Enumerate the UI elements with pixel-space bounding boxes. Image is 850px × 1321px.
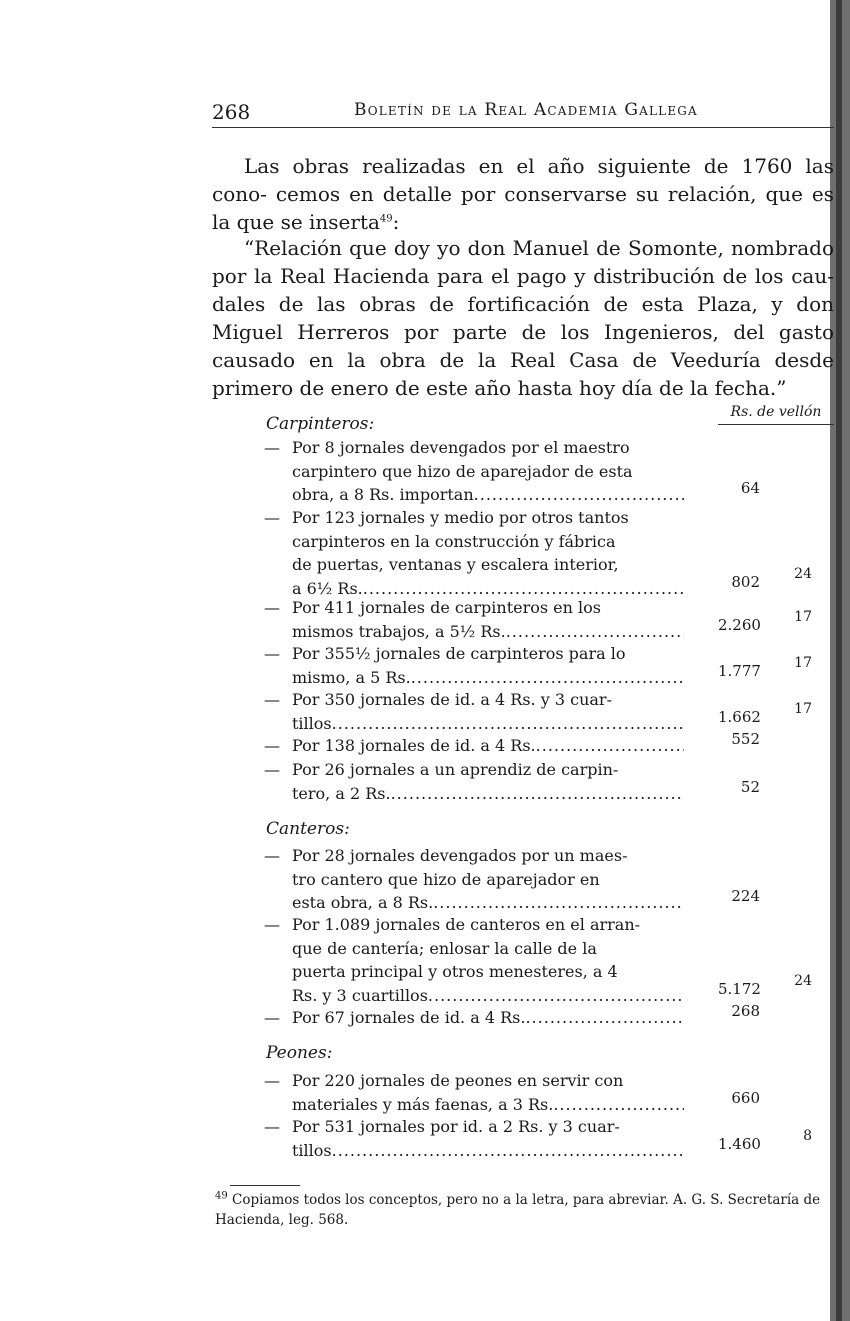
- page-edge-dark: [836, 0, 842, 1321]
- section-title: Canteros:: [266, 819, 350, 839]
- entry-line: [292, 553, 684, 577]
- entry-line: [292, 984, 684, 1008]
- page-number: 268: [212, 100, 251, 124]
- entry-line-text: materiales y más faenas, a 3 Rs.: [292, 1094, 554, 1114]
- entry-line-text: puerta principal y otros menesteres, a 4: [292, 962, 618, 981]
- entry-line: [292, 483, 684, 507]
- section-title: Carpinteros:: [266, 414, 375, 434]
- entry-dash: —: [264, 644, 280, 663]
- entry-line-text: tero, a 2 Rs.: [292, 783, 391, 803]
- amount-cuartillos: 17: [794, 654, 812, 671]
- footnote-reference[interactable]: 49: [379, 213, 393, 225]
- entry-dash: —: [264, 438, 280, 457]
- entry-line: [292, 642, 684, 666]
- entry-line-text: esta obra, a 8 Rs.: [292, 893, 434, 912]
- amount-reales: 268: [731, 1002, 760, 1020]
- entry-line: [292, 620, 684, 644]
- dot-leader: [391, 782, 684, 806]
- intro-line: Las obras realizadas en el año siguiente de 1760 las cono-: [212, 154, 834, 206]
- entry-line-text: Por 1.089 jornales de canteros en el arran-: [292, 915, 641, 934]
- amount-reales: 660: [731, 1088, 760, 1107]
- footnote: [215, 1190, 825, 1230]
- entry-line: [292, 596, 684, 620]
- dot-leader: [525, 1006, 684, 1030]
- footnote-text: Copiamos todos los conceptos, pero no a la letra, para abreviar. A. G. S. Secretaría de Hacienda, leg. 568.: [215, 1192, 821, 1228]
- entry-line: [292, 758, 684, 782]
- entry-line: [292, 436, 684, 460]
- entry-line-text: Rs. y 3 cuartillos: [292, 985, 428, 1005]
- entry-text: [292, 758, 684, 805]
- entry-text: [292, 844, 684, 915]
- entry-line-text: mismo, a 5 Rs.: [292, 667, 411, 687]
- entry-text: [292, 436, 684, 507]
- entry-text: [292, 1069, 684, 1116]
- amount-cuartillos: 24: [794, 972, 812, 989]
- entry-dash: —: [264, 1071, 280, 1090]
- amount-cuartillos: 24: [794, 565, 812, 582]
- amount-reales: 1.460: [718, 1134, 761, 1153]
- amount-reales: 224: [731, 887, 760, 905]
- entry-line-text: de puertas, ventanas y escalera interior,: [292, 555, 619, 574]
- entry-line: [292, 844, 684, 868]
- entry-line-text: Por 123 jornales y medio por otros tantos: [292, 508, 629, 527]
- entry-text: [292, 596, 684, 643]
- entry-line-text: tro cantero que hizo de aparejador en: [292, 869, 600, 889]
- entry-dash: —: [264, 760, 280, 779]
- entry-line-text: Por 26 jornales a un aprendiz de carpin-: [292, 760, 619, 779]
- entry-dash: —: [264, 1008, 280, 1027]
- entry-line-text: Por 355½ jornales de carpinteros para lo: [292, 644, 626, 663]
- entry-line-text: carpintero que hizo de aparejador de esta: [292, 461, 633, 481]
- amount-reales: 5.172: [718, 979, 761, 998]
- intro-paragraph: [212, 152, 834, 236]
- entry-line: [292, 782, 684, 806]
- intro-line: se inserta: [280, 210, 380, 234]
- entry-dash: —: [264, 846, 280, 865]
- entry-text: [292, 734, 684, 758]
- entry-text: [292, 1006, 684, 1030]
- entry-line: [292, 1093, 684, 1117]
- entry-line: [292, 712, 684, 736]
- amount-reales: 2.260: [718, 615, 761, 634]
- entry-line-text: que de cantería; enlosar la calle de la: [292, 938, 597, 958]
- entry-line: [292, 868, 684, 892]
- entry-dash: —: [264, 690, 280, 709]
- entry-line-text: tillos: [292, 1140, 332, 1160]
- dot-leader: [474, 483, 684, 507]
- entry-line: [292, 666, 684, 690]
- entry-line: [292, 1115, 684, 1139]
- money-column-header: Rs. de vellón: [718, 404, 834, 425]
- entry-line-text: carpinteros en la construcción y fábrica: [292, 531, 616, 551]
- amount-cuartillos: 17: [794, 700, 812, 717]
- entry-line: [292, 1006, 684, 1030]
- entry-dash: —: [264, 736, 280, 755]
- entry-dash: —: [264, 1117, 280, 1136]
- dot-leader: [553, 1093, 684, 1117]
- footnote-marker: 49: [215, 1190, 228, 1202]
- journal-title: Boletín de la Real Academia Gallega: [354, 100, 698, 120]
- entry-line: [292, 688, 684, 712]
- running-head: [212, 97, 834, 128]
- dot-leader: [332, 712, 684, 736]
- entry-line: [292, 506, 684, 530]
- dot-leader: [332, 1139, 684, 1163]
- dot-leader: [506, 620, 684, 644]
- entry-line-text: obra, a 8 Rs. importan: [292, 485, 474, 504]
- entry-line: [292, 1139, 684, 1163]
- quote-line: obra de la Real Casa de Veeduría desde primero de enero de: [212, 348, 834, 400]
- entry-line: [292, 937, 684, 961]
- quote-paragraph: [212, 234, 834, 402]
- entry-dash: —: [264, 508, 280, 527]
- amount-cuartillos: 8: [803, 1127, 812, 1144]
- amount-reales: 1.662: [718, 707, 761, 726]
- entry-line: [292, 891, 684, 915]
- footnote-rule: [230, 1185, 300, 1186]
- entry-line-text: Por 220 jornales de peones en servir con: [292, 1071, 624, 1090]
- intro-line: cemos en detalle por conservarse su relación, que es la que: [212, 182, 834, 234]
- entry-line-text: Por 28 jornales devengados por un maes-: [292, 846, 628, 865]
- entry-line: [292, 913, 684, 937]
- entry-line-text: tillos: [292, 713, 332, 733]
- entry-line-text: Por 67 jornales de id. a 4 Rs.: [292, 1008, 526, 1027]
- amount-reales: 1.777: [718, 661, 761, 680]
- entry-line-text: Por 411 jornales de carpinteros en los: [292, 598, 601, 617]
- quote-line: “Relación que doy yo don Manuel de Somonte, nombrado: [244, 236, 834, 260]
- quote-line: Herreros por parte de los Ingenieros, del gasto causado en la: [212, 320, 834, 372]
- entry-line-text: Por 8 jornales devengados por el maestro: [292, 438, 630, 457]
- amount-reales: 52: [740, 777, 760, 796]
- entry-line-text: Por 138 jornales de id. a 4 Rs.: [292, 736, 536, 755]
- entry-line-text: Por 350 jornales de id. a 4 Rs. y 3 cuar-: [292, 690, 612, 709]
- amount-cuartillos: 17: [794, 608, 812, 625]
- dot-leader: [428, 984, 684, 1008]
- intro-colon: :: [392, 210, 400, 234]
- entry-dash: —: [264, 915, 280, 934]
- entry-line-text: Por 531 jornales por id. a 2 Rs. y 3 cuar-: [292, 1117, 620, 1136]
- entry-line: [292, 960, 684, 984]
- quote-line: dales de las obras de fortificación de esta Plaza, y don Miguel: [212, 292, 834, 344]
- entry-line: [292, 1069, 684, 1093]
- section-title: Peones:: [266, 1043, 333, 1063]
- dot-leader: [433, 891, 684, 915]
- entry-line: [292, 530, 684, 554]
- entry-line-text: a 6½ Rs.: [292, 578, 363, 598]
- entry-text: [292, 1115, 684, 1162]
- entry-text: [292, 688, 684, 735]
- entry-text: [292, 506, 684, 600]
- dot-leader: [536, 734, 684, 758]
- quote-line: este año hasta hoy día de la fecha.”: [426, 376, 787, 400]
- entry-text: [292, 913, 684, 1007]
- dot-leader: [411, 666, 684, 690]
- amount-reales: 802: [731, 572, 760, 591]
- amount-reales: 64: [740, 479, 760, 497]
- entry-line-text: mismos trabajos, a 5½ Rs.: [292, 621, 506, 641]
- amount-reales: 552: [731, 730, 760, 748]
- entry-line: [292, 734, 684, 758]
- entry-text: [292, 642, 684, 689]
- entry-line: [292, 460, 684, 484]
- entry-dash: —: [264, 598, 280, 617]
- quote-line: por la Real Hacienda para el pago y distribución de los cau-: [212, 264, 834, 288]
